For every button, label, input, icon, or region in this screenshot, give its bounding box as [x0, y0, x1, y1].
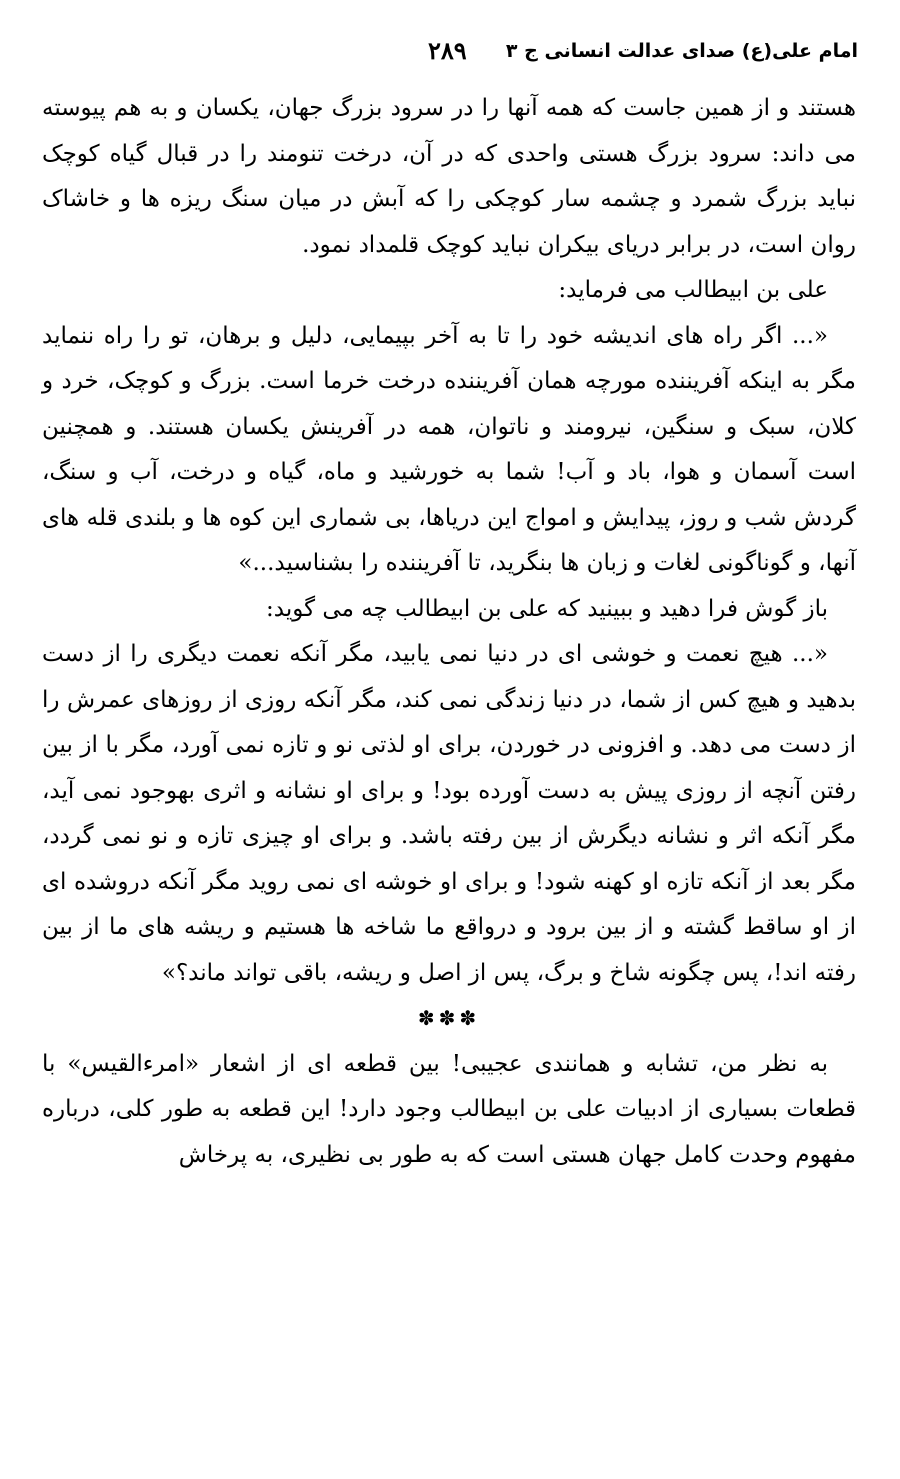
page-number: ۲۸۹: [428, 36, 467, 65]
running-title: امام علی(ع) صدای عدالت انسانی ج ۳: [505, 40, 858, 62]
paragraph-quote-intro: علی بن ابیطالب می فرماید:: [558, 277, 828, 303]
paragraph-quote: «... اگر راه های اندیشه خود را تا به آخر بپیمایی، دلیل و برهان، تو را راه ننماید مگر به اینکه آفریننده مورچه همان آفریننده درخت خرما است. بزرگ و کوچک، خرد و کلان، سبک و سنگین، نیرومند و ناتوان، همه در آفرینش یکسان هستند. و همچنین است آسمان و هوا، باد و آب! شما به خورشید و ماه، گیاه و درخت، آب و سنگ، گردش شب و روز، پیدایش و امواج این دریاها، بی شماری این کوه ها و بلندی قله های آنها، و گوناگونی لغات و زبان ها بنگرید، تا آفریننده را بشناسید...»: [42, 322, 856, 576]
paragraph-quote-2: «... هیچ نعمت و خوشی ای در دنیا نمی یابید، مگر آنکه نعمت دیگری را از دست بدهید و هیچ کس از شما، در دنیا زندگی نمی کند، مگر آنکه روزی از روزهای عمرش را از دست می دهد. و افزونی در خوردن، برای او لذتی نو و تازه نمی آورد، مگر با از بین رفتن آنچه از روزی پیش به دست آورده بود! و برای او نشانه و اثری بهوجود نمی آید، مگر آنکه اثر و نشانه دیگرش از بین رفته باشد. و برای او چیزی تازه و نو نمی گردد، مگر بعد از آنکه تازه او کهنه شود! و برای او خوشه ای نمی روید مگر آنکه دروشده ای از او ساقط گشته و از بین برود و درواقع ما شاخه ها هستیم و ریشه های ما از بین رفته اند!، پس چگونه شاخ و برگ، پس از اصل و ریشه، باقی تواند ماند؟»: [42, 641, 856, 986]
paragraph-quote-intro-2: باز گوش فرا دهید و ببینید که علی بن ابیطالب چه می گوید:: [266, 595, 828, 622]
page-body: [42, 86, 856, 1178]
page-header: [40, 36, 858, 72]
section-separator: ✽✽✽: [417, 1006, 481, 1030]
paragraph-new-section: به نظر من، تشابه و همانندی عجیبی! بین قطعه ای از اشعار «امرءالقیس» با قطعات بسیاری از ادبیات علی بن ابیطالب وجود دارد! این قطعه به طور کلی، درباره مفهوم وحدت کامل جهان هستی است که به طور بی نظیری، به پرخاش: [42, 1050, 856, 1168]
paragraph-continuation: هستند و از همین جاست که همه آنها را در سرود بزرگ جهان، یکسان و به هم پیوسته می داند: سرود بزرگ هستی واحدی که در آن، درخت تنومند را در قبال گیاه کوچک نباید بزرگ شمرد و چشمه سار کوچکی را که آبش در میان سنگ ریزه ها و خاشاک روان است، در برابر دریای بیکران نباید کوچک قلمداد نمود.: [42, 95, 856, 258]
